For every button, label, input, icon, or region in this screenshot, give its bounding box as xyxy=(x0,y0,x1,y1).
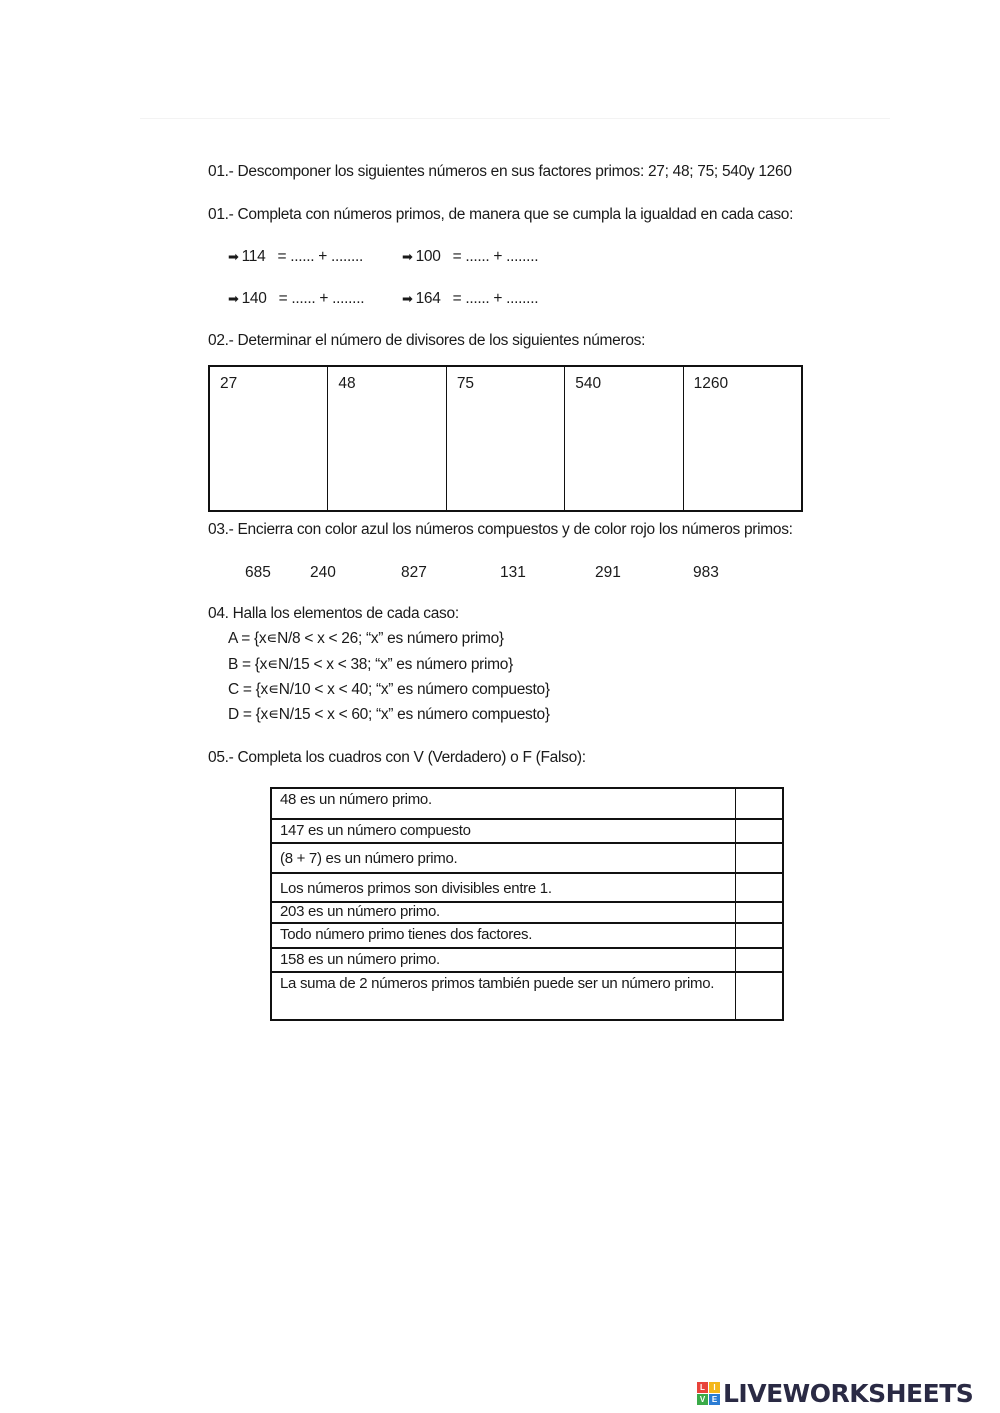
arrow-right-icon: ➡ xyxy=(228,291,239,306)
true-false-table xyxy=(270,787,784,1021)
divisor-cell[interactable]: 27 xyxy=(210,367,328,510)
table-row xyxy=(272,874,782,903)
answer-box[interactable] xyxy=(736,903,782,922)
table-row xyxy=(272,844,782,874)
statement-text: (8 + 7) es un número primo. xyxy=(272,844,736,872)
equality-number: 114 xyxy=(241,248,266,265)
number-item[interactable]: 131 xyxy=(500,564,526,581)
logo-text: LIVEWORKSHEETS xyxy=(723,1378,974,1408)
set-c: C = {x∊N/10 < x < 40; “x” es número compuesto} xyxy=(228,681,550,698)
statement-text: Los números primos son divisibles entre 1. xyxy=(272,874,736,901)
liveworksheets-logo xyxy=(697,1378,973,1408)
number-item[interactable]: 291 xyxy=(595,564,621,581)
answer-box[interactable] xyxy=(736,973,782,1019)
answer-box[interactable] xyxy=(736,820,782,842)
equality-blanks: = ...... + ........ xyxy=(278,290,365,307)
statement-text: 48 es un número primo. xyxy=(272,789,736,818)
divisor-cell[interactable]: 75 xyxy=(447,367,565,510)
divisor-cell[interactable]: 1260 xyxy=(693,375,729,392)
table-row xyxy=(272,789,782,820)
equality-114 xyxy=(228,248,363,266)
logo-mark-letter: I xyxy=(709,1382,720,1393)
question-05: 05.- Completa los cuadros con V (Verdadero) o F (Falso): xyxy=(208,749,586,766)
arrow-right-icon: ➡ xyxy=(228,249,239,264)
question-01b: 01.- Completa con números primos, de manera que se cumpla la igualdad en cada caso: xyxy=(208,206,794,223)
answer-box[interactable] xyxy=(736,789,782,818)
statement-text: 147 es un número compuesto xyxy=(272,820,736,842)
logo-mark-letter: V xyxy=(697,1394,708,1405)
number-item[interactable]: 983 xyxy=(693,564,719,581)
equality-164 xyxy=(402,290,538,308)
answer-box[interactable] xyxy=(736,844,782,872)
logo-mark-letter: E xyxy=(709,1394,720,1405)
arrow-right-icon: ➡ xyxy=(402,291,413,306)
equality-blanks: = ...... + ........ xyxy=(452,248,539,265)
equality-100 xyxy=(402,248,538,266)
equality-140 xyxy=(228,290,364,308)
top-divider xyxy=(140,118,890,119)
table-row xyxy=(272,903,782,924)
arrow-right-icon: ➡ xyxy=(402,249,413,264)
answer-box[interactable] xyxy=(736,874,782,901)
table-row xyxy=(272,949,782,973)
set-d: D = {x∊N/15 < x < 60; “x” es número compuesto} xyxy=(228,706,550,723)
answer-box[interactable] xyxy=(736,924,782,947)
question-02: 02.- Determinar el número de divisores de los siguientes números: xyxy=(208,332,646,349)
question-04: 04. Halla los elementos de cada caso: xyxy=(208,605,459,622)
statement-text: 203 es un número primo. xyxy=(272,903,736,922)
statement-text: Todo número primo tienes dos factores. xyxy=(272,924,736,947)
divisor-cell[interactable]: 540 xyxy=(565,367,683,510)
set-b: B = {x∊N/15 < x < 38; “x” es número primo} xyxy=(228,656,513,673)
answer-box[interactable] xyxy=(736,949,782,971)
divisors-table xyxy=(208,365,803,512)
number-item[interactable]: 685 xyxy=(245,564,271,581)
number-item[interactable]: 827 xyxy=(401,564,427,581)
set-a: A = {x∊N/8 < x < 26; “x” es número primo} xyxy=(228,630,504,647)
number-item[interactable]: 240 xyxy=(310,564,336,581)
question-01a: 01.- Descomponer los siguientes números en sus factores primos: 27; 48; 75; 540y 1260 xyxy=(208,163,792,180)
logo-mark-icon xyxy=(697,1382,720,1405)
question-03: 03.- Encierra con color azul los números compuestos y de color rojo los números primos: xyxy=(208,521,793,538)
logo-mark-letter: L xyxy=(697,1382,708,1393)
equality-number: 100 xyxy=(415,248,441,265)
divisor-cell[interactable]: 48 xyxy=(328,367,446,510)
equality-blanks: = ...... + ........ xyxy=(277,248,364,265)
equality-blanks: = ...... + ........ xyxy=(452,290,539,307)
statement-text: 158 es un número primo. xyxy=(272,949,736,971)
table-row xyxy=(272,924,782,949)
statement-text: La suma de 2 números primos también puede ser un número primo. xyxy=(272,973,736,1019)
equality-number: 164 xyxy=(415,290,441,307)
table-row xyxy=(272,820,782,844)
equality-number: 140 xyxy=(241,290,267,307)
table-row xyxy=(272,973,782,1019)
